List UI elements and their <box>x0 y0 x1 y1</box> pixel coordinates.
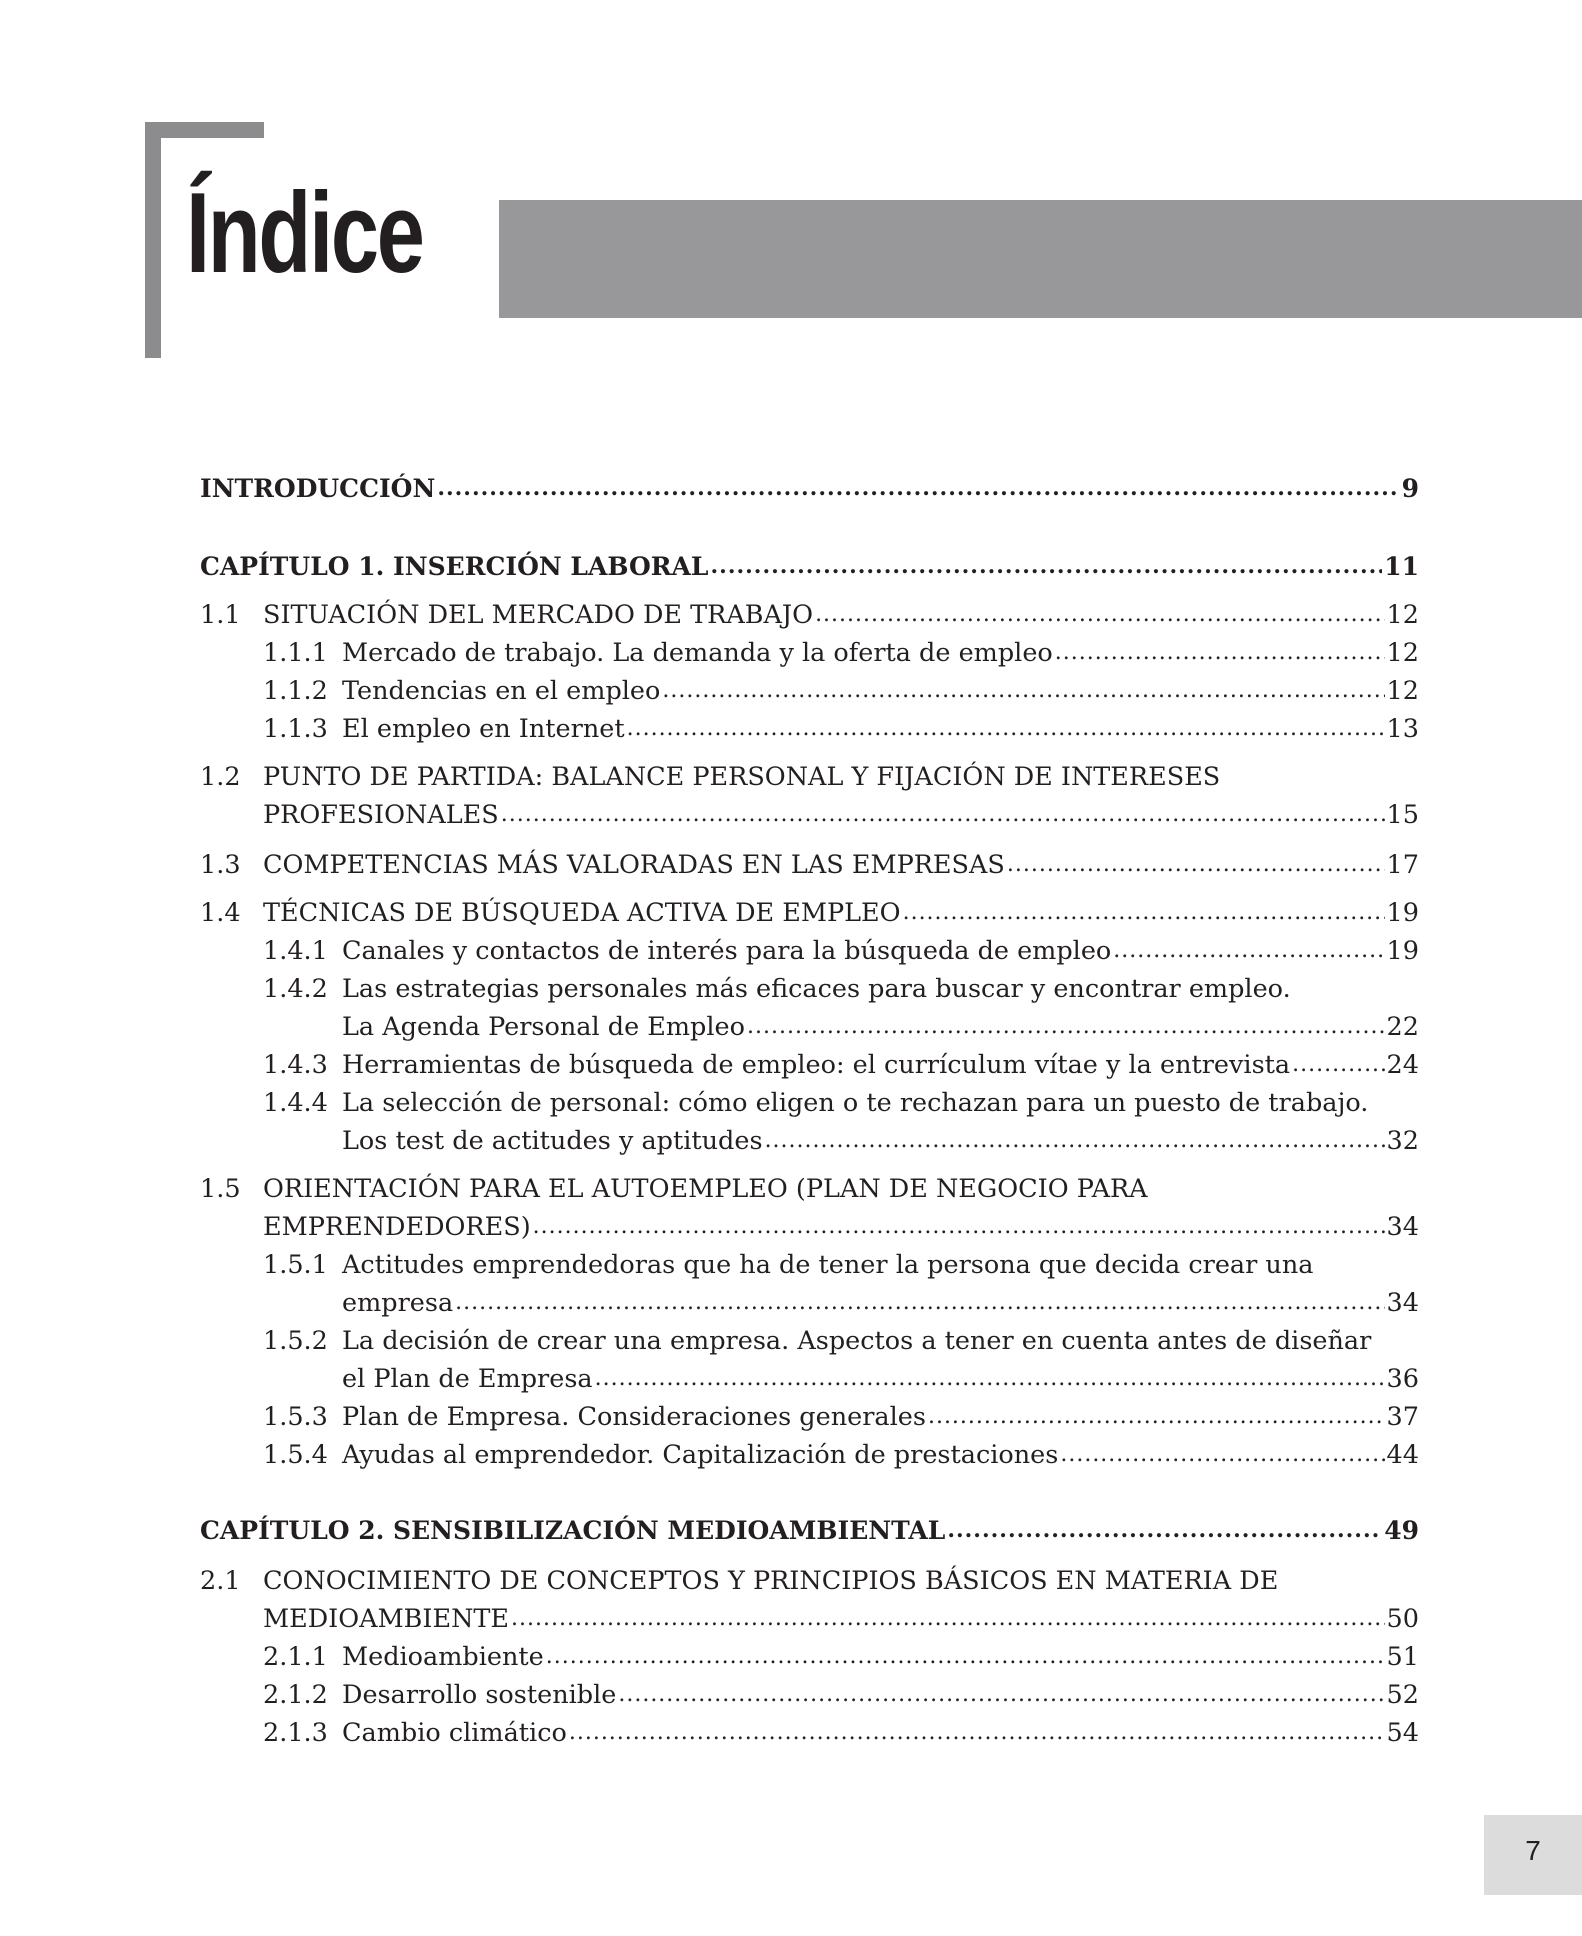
toc-entry-label: Ayudas al emprendedor. Capitalización de prestaciones <box>342 1440 1059 1470</box>
toc-entry-label-continued: La Agenda Personal de Empleo <box>342 1012 745 1042</box>
toc-entry-page: 36 <box>1386 1364 1419 1394</box>
toc-entry-label-continued: empresa <box>342 1288 454 1318</box>
toc-entry <box>200 672 1419 710</box>
toc-entry-page: 24 <box>1386 1050 1419 1080</box>
table-of-contents <box>200 0 1419 1936</box>
toc-entry-page: 34 <box>1386 1288 1419 1318</box>
toc-leader-dots <box>815 594 1384 634</box>
toc-entry-label: CONOCIMIENTO DE CONCEPTOS Y PRINCIPIOS BÁSICOS EN MATERIA DE <box>263 1566 1279 1596</box>
toc-entry-number: 2.1.1 <box>263 1642 328 1672</box>
toc-entry-number: 1.4.4 <box>263 1088 328 1118</box>
toc-leader-dots <box>1060 1434 1384 1474</box>
toc-entry <box>200 548 1419 586</box>
toc-entry <box>200 634 1419 672</box>
toc-entry <box>200 970 1419 1046</box>
toc-entry <box>200 1512 1419 1550</box>
toc-entry-page: 19 <box>1386 936 1419 966</box>
toc-leader-dots <box>455 1282 1384 1322</box>
toc-entry-label: Desarrollo sostenible <box>342 1680 617 1710</box>
toc-entry-page: 32 <box>1386 1126 1419 1156</box>
toc-entry <box>200 1046 1419 1084</box>
toc-entry-label: CAPÍTULO 2. SENSIBILIZACIÓN MEDIOAMBIENTAL <box>200 1516 946 1545</box>
toc-entry-page: 37 <box>1386 1402 1419 1432</box>
toc-entry-number: 1.5.3 <box>263 1402 328 1432</box>
toc-leader-dots <box>618 1674 1384 1714</box>
toc-leader-dots <box>1007 844 1385 884</box>
toc-entry-page: 51 <box>1386 1642 1419 1672</box>
toc-entry-label: Mercado de trabajo. La demanda y la oferta de empleo <box>342 638 1053 668</box>
toc-entry <box>200 710 1419 748</box>
toc-entry <box>200 596 1419 634</box>
toc-entry-label-continued: Los test de actitudes y aptitudes <box>342 1126 763 1156</box>
toc-entry <box>200 846 1419 884</box>
toc-entry-number: 1.4 <box>200 898 241 928</box>
toc-entry-label: CAPÍTULO 1. INSERCIÓN LABORAL <box>200 552 709 581</box>
toc-entry-page: 19 <box>1386 898 1419 928</box>
toc-entry <box>200 1170 1419 1246</box>
toc-entry-page: 12 <box>1386 638 1419 668</box>
toc-leader-dots <box>569 1712 1385 1752</box>
toc-entry-number: 1.5.1 <box>263 1250 328 1280</box>
toc-entry-page: 12 <box>1386 600 1419 630</box>
toc-entry-page: 12 <box>1386 676 1419 706</box>
toc-leader-dots <box>747 1006 1385 1046</box>
toc-entry-number: 1.5 <box>200 1174 241 1204</box>
toc-entry-label-continued: PROFESIONALES <box>263 800 499 830</box>
toc-entry-page: 22 <box>1386 1012 1419 1042</box>
toc-leader-dots <box>501 794 1385 834</box>
toc-entry-label: La selección de personal: cómo eligen o te rechazan para un puesto de trabajo. <box>342 1088 1369 1118</box>
toc-leader-dots <box>1055 632 1385 672</box>
toc-leader-dots <box>595 1358 1385 1398</box>
toc-entry-number: 2.1 <box>200 1566 241 1596</box>
toc-leader-dots <box>627 708 1385 748</box>
toc-leader-dots <box>662 670 1384 710</box>
toc-leader-dots <box>928 1396 1385 1436</box>
toc-entry <box>200 932 1419 970</box>
toc-leader-dots <box>1292 1044 1384 1084</box>
toc-leader-dots <box>546 1636 1385 1676</box>
toc-entry <box>200 1084 1419 1160</box>
toc-entry-page: 13 <box>1386 714 1419 744</box>
toc-entry-page: 54 <box>1386 1718 1419 1748</box>
toc-entry-label: Cambio climático <box>342 1718 567 1748</box>
toc-entry-number: 1.1 <box>200 600 241 630</box>
toc-entry-number: 1.1.1 <box>263 638 328 668</box>
toc-entry <box>200 1322 1419 1398</box>
toc-entry-page: 44 <box>1386 1440 1419 1470</box>
toc-entry <box>200 1714 1419 1752</box>
toc-entry <box>200 894 1419 932</box>
toc-entry-label: Plan de Empresa. Consideraciones generales <box>342 1402 926 1432</box>
toc-leader-dots <box>711 546 1383 585</box>
toc-entry-label: Las estrategias personales más eficaces para buscar y encontrar empleo. <box>342 974 1291 1004</box>
page-title: Índice <box>186 170 423 297</box>
toc-entry <box>200 470 1419 508</box>
toc-leader-dots <box>947 1510 1382 1549</box>
toc-entry-number: 2.1.3 <box>263 1718 328 1748</box>
toc-entry-number: 1.5.2 <box>263 1326 328 1356</box>
toc-entry-label: INTRODUCCIÓN <box>200 474 436 503</box>
toc-entry-label: Medioambiente <box>342 1642 544 1672</box>
toc-entry-page: 49 <box>1384 1516 1419 1545</box>
toc-entry-number: 1.3 <box>200 850 241 880</box>
toc-entry-label: Canales y contactos de interés para la búsqueda de empleo <box>342 936 1112 966</box>
toc-entry-number: 1.1.2 <box>263 676 328 706</box>
toc-entry-label-continued: el Plan de Empresa <box>342 1364 593 1394</box>
toc-entry-number: 1.2 <box>200 762 241 792</box>
toc-entry-label: COMPETENCIAS MÁS VALORADAS EN LAS EMPRESAS <box>263 850 1005 880</box>
toc-entry-label: SITUACIÓN DEL MERCADO DE TRABAJO <box>263 600 814 630</box>
toc-entry-number: 1.4.1 <box>263 936 328 966</box>
toc-entry-label: El empleo en Internet <box>342 714 625 744</box>
toc-leader-dots <box>1113 930 1384 970</box>
toc-entry-number: 1.5.4 <box>263 1440 328 1470</box>
toc-entry-number: 2.1.2 <box>263 1680 328 1710</box>
toc-entry-label: Tendencias en el empleo <box>342 676 661 706</box>
toc-leader-dots <box>437 468 1399 507</box>
toc-entry <box>200 1436 1419 1474</box>
toc-leader-dots <box>903 892 1385 932</box>
toc-entry-number: 1.1.3 <box>263 714 328 744</box>
toc-entry-label: PUNTO DE PARTIDA: BALANCE PERSONAL Y FIJACIÓN DE INTERESES <box>263 762 1221 792</box>
toc-entry-number: 1.4.2 <box>263 974 328 1004</box>
toc-entry-page: 52 <box>1386 1680 1419 1710</box>
toc-entry-page: 11 <box>1384 552 1419 581</box>
toc-entry-label: ORIENTACIÓN PARA EL AUTOEMPLEO (PLAN DE NEGOCIO PARA <box>263 1174 1148 1204</box>
page-number-box <box>1484 1815 1582 1895</box>
toc-entry <box>200 1246 1419 1322</box>
toc-entry <box>200 758 1419 834</box>
toc-entry-label-continued: EMPRENDEDORES) <box>263 1212 531 1242</box>
toc-entry-page: 15 <box>1386 800 1419 830</box>
toc-entry-label-continued: MEDIOAMBIENTE <box>263 1604 510 1634</box>
toc-entry <box>200 1562 1419 1638</box>
toc-entry <box>200 1676 1419 1714</box>
title-bracket-vertical <box>145 122 161 358</box>
toc-leader-dots <box>533 1206 1385 1246</box>
toc-entry-label: La decisión de crear una empresa. Aspectos a tener en cuenta antes de diseñar <box>342 1326 1372 1356</box>
page-number: 7 <box>1525 1835 1541 1866</box>
toc-entry-page: 50 <box>1386 1604 1419 1634</box>
toc-entry-page: 17 <box>1386 850 1419 880</box>
toc-entry-label: TÉCNICAS DE BÚSQUEDA ACTIVA DE EMPLEO <box>263 898 901 928</box>
toc-entry <box>200 1398 1419 1436</box>
toc-entry-number: 1.4.3 <box>263 1050 328 1080</box>
toc-entry-label: Actitudes emprendedoras que ha de tener la persona que decida crear una <box>342 1250 1314 1280</box>
toc-leader-dots <box>511 1598 1385 1638</box>
toc-entry-page: 9 <box>1401 474 1419 503</box>
toc-entry-label: Herramientas de búsqueda de empleo: el currículum vítae y la entrevista <box>342 1050 1291 1080</box>
toc-entry <box>200 1638 1419 1676</box>
toc-leader-dots <box>765 1120 1385 1160</box>
toc-entry-page: 34 <box>1386 1212 1419 1242</box>
